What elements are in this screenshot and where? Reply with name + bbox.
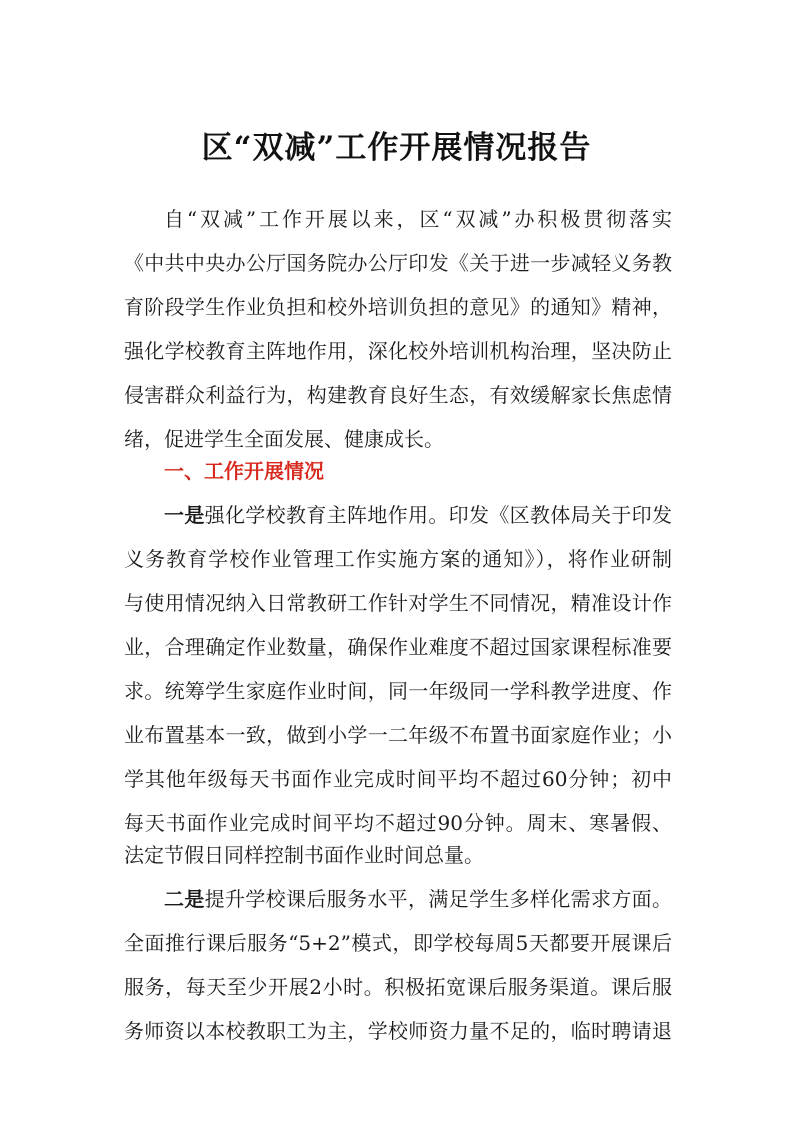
intro-line: 侵害群众利益行为，构建教育良好生态，有效缓解家长焦虑情 [124, 383, 672, 407]
item-line: 业布置基本一致，做到小学一二年级不布置书面家庭作业；小 [124, 723, 672, 747]
item-line: 义务教育学校作业管理工作实施方案的通知》），将作业研制 [124, 547, 672, 571]
item-line: 每天书面作业完成时间平均不超过90分钟。周末、寒暑假、 [124, 811, 672, 835]
intro-line: 绪，促进学生全面发展、健康成长。 [124, 427, 444, 451]
item-line: 业，合理确定作业数量，确保作业难度不超过国家课程标准要 [124, 635, 672, 659]
document-title: 区“双减”工作开展情况报告 [201, 130, 592, 166]
item-line [124, 877, 672, 921]
item-lead: 二是 [164, 887, 205, 911]
item-line: 服务，每天至少开展2小时。积极拓宽课后服务渠道。课后服 [124, 975, 672, 999]
item-lead: 一是 [164, 503, 205, 527]
item-line: 全面推行课后服务“5+2”模式，即学校每周5天都要开展课后 [124, 931, 672, 955]
item-text: 强化学校教育主阵地作用。印发《区教体局关于印发 [204, 503, 673, 527]
item-text: 提升学校课后服务水平，满足学生多样化需求方面。 [204, 887, 673, 911]
intro-line: 育阶段学生作业负担和校外培训负担的意见》的通知》精神， [124, 295, 672, 319]
item-line: 学其他年级每天书面作业完成时间平均不超过60分钟；初中 [124, 767, 672, 791]
item-line [124, 493, 672, 537]
intro-line: 自“双减”工作开展以来，区“双减”办积极贯彻落实 [164, 207, 672, 231]
item-line: 务师资以本校教职工为主，学校师资力量不足的，临时聘请退 [124, 1019, 672, 1043]
item-line: 与使用情况纳入日常教研工作针对学生不同情况，精准设计作 [124, 591, 672, 615]
intro-line: 强化学校教育主阵地作用，深化校外培训机构治理，坚决防止 [124, 339, 672, 363]
section-heading: 一、工作开展情况 [164, 459, 324, 483]
item-line: 法定节假日同样控制书面作业时间总量。 [124, 843, 484, 867]
intro-line: 《中共中央办公厅国务院办公厅印发《关于进一步减轻义务教 [124, 251, 672, 275]
item-line: 求。统筹学生家庭作业时间，同一年级同一学科教学进度、作 [124, 679, 672, 703]
